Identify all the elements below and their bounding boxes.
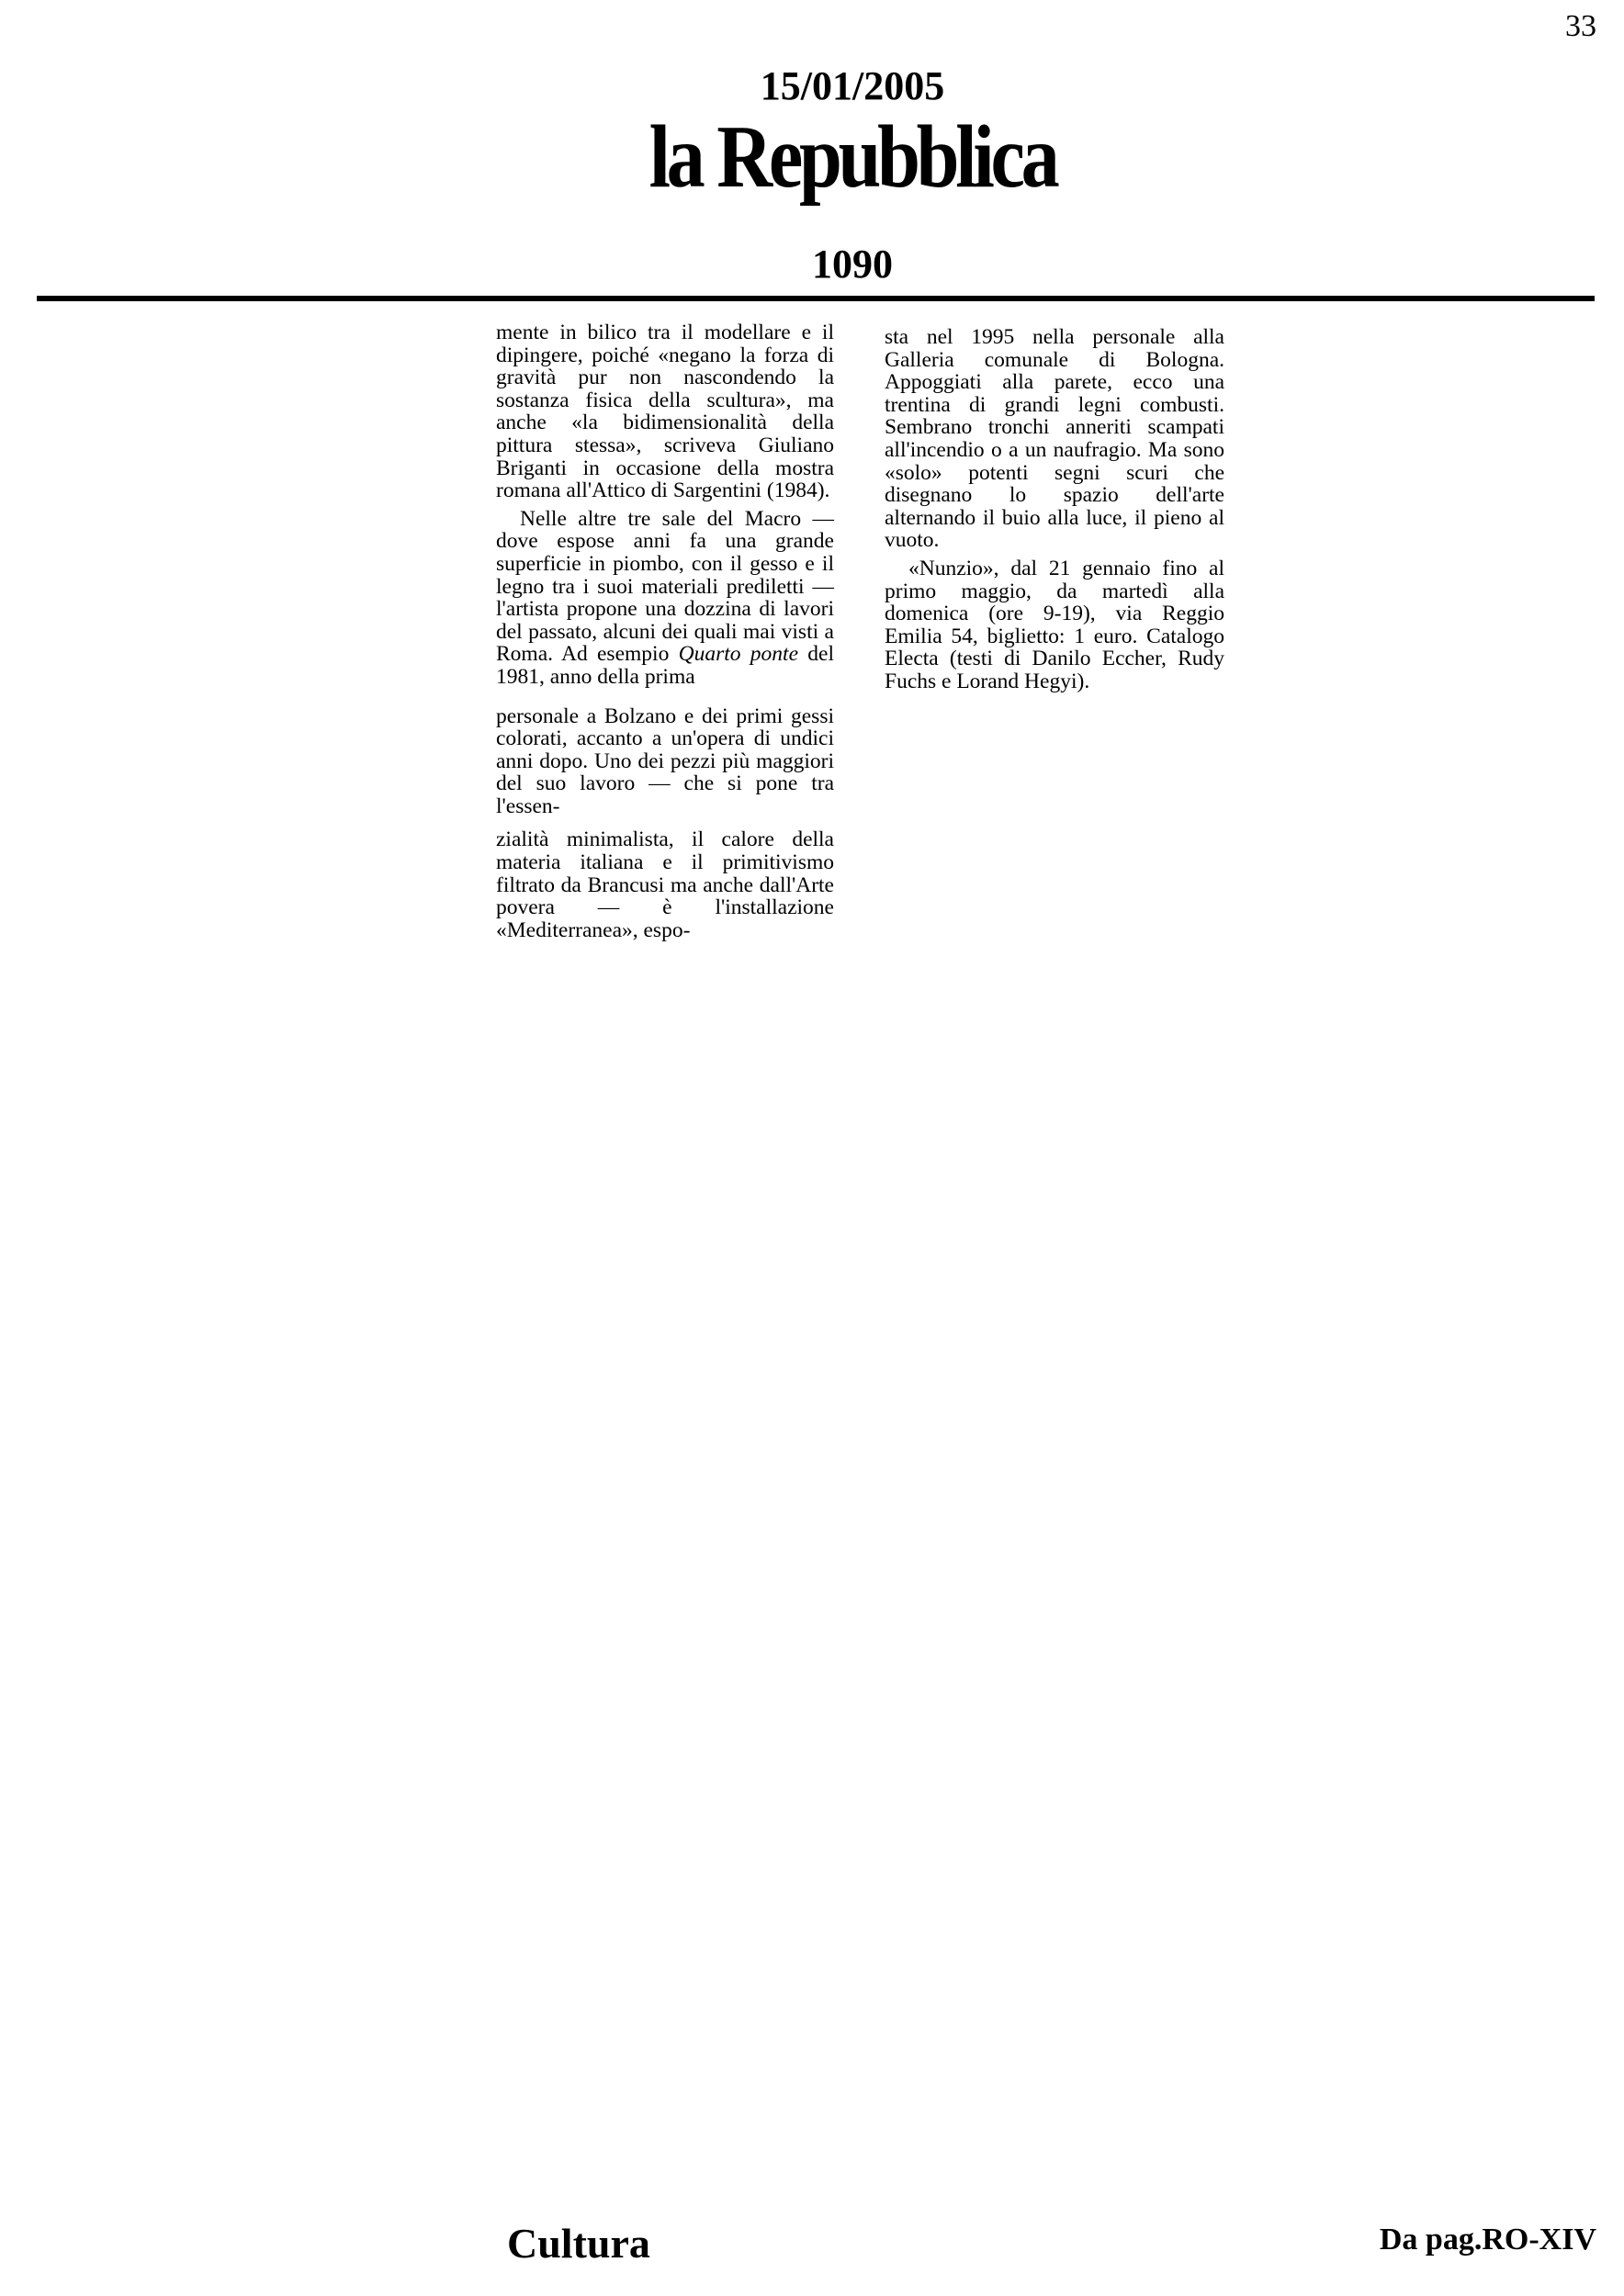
- article-paragraph: sta nel 1995 nella personale alla Galleria comunale di Bologna. Appoggiati alla parete, ecco una trentina di grandi legni combusti. Sembrano tronchi anneriti scampati all'incendio o a un naufragio. Ma sono «solo» potenti segni scuri che disegnano lo spazio dell'arte alternando il buio alla luce, il pieno al vuoto.: [885, 325, 1224, 553]
- source-page: Da pag.RO-XIV: [1379, 2223, 1596, 2257]
- article-paragraph: zialità minimalista, il calore della materia italiana e il primitivismo filtrato da Brancusi ma anche dall'Arte povera — è l'installazione «Mediterranea», espo-: [496, 827, 834, 942]
- issue-number: 1090: [812, 242, 893, 287]
- article-column-left: [496, 321, 834, 941]
- header-rule: [37, 296, 1595, 301]
- artwork-title: Quarto ponte: [678, 642, 798, 667]
- article-paragraph: personale a Bolzano e dei primi gessi colorati, accanto a un'opera di undici anni dopo. Uno dei pezzi più maggiori del suo lavoro — che si pone tra l'essen-: [496, 703, 834, 818]
- newspaper-masthead: la Repubblica: [648, 107, 1056, 207]
- article-column-right: [885, 326, 1224, 693]
- article-text: Nelle altre tre sale del Macro — dove espose anni fa una grande superficie in piombo, con il gesso e il legno tra i suoi materiali prediletti — l'artista propone una dozzina di lavori del passato, alcuni dei quali mai visti a Roma. Ad esempio: [496, 506, 834, 667]
- article-paragraph: [496, 508, 834, 689]
- article-paragraph: mente in bilico tra il modellare e il dipingere, poiché «negano la forza di gravità pur non nascondendo la sostanza fisica della scultura», ma anche «la bidimensionalità della pittura stessa», scriveva Giuliano Briganti in occasione della mostra romana all'Attico di Sargentini (1984).: [496, 321, 834, 503]
- exhibition-info: «Nunzio», dal 21 gennaio fino al primo maggio, da martedì alla domenica (ore 9-19), via Reggio Emilia 54, biglietto: 1 euro. Catalogo Electa (testi di Danilo Eccher, Rudy Fuchs e Lorand Hegyi).: [885, 556, 1224, 693]
- article-text: del 1981, anno della prima: [496, 642, 834, 689]
- section-name: Cultura: [507, 2220, 650, 2267]
- publication-date: 15/01/2005: [760, 63, 945, 108]
- page-number: 33: [1565, 9, 1596, 43]
